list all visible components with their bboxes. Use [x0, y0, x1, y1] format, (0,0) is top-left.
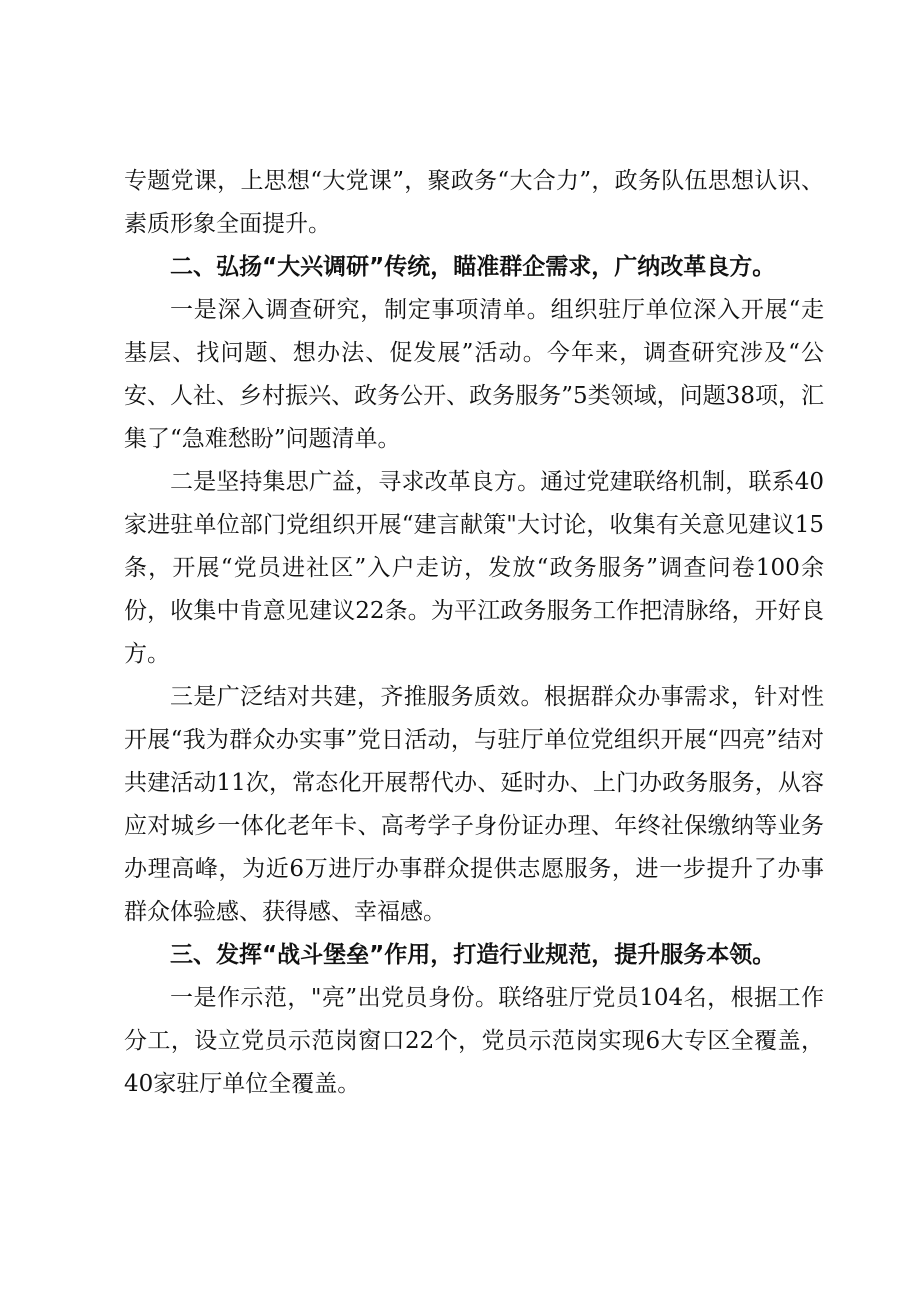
document-body [124, 160, 824, 1106]
paragraph-research: 一是深入调查研究，制定事项清单。组织驻厅单位深入开展“走基层、找问题、想办法、促发展”活动。今年来，调查研究涉及“公安、人社、乡村振兴、政务公开、政务服务”5类领域，问题38项，汇集了“急难愁盼”问题清单。 [124, 297, 824, 452]
paragraph-demonstration: 一是作示范，"亮”出党员身份。联络驻厅党员104名，根据工作分工，设立党员示范岗窗口22个，党员示范岗实现6大专区全覆盖，40家驻厅单位全覆盖。 [124, 985, 824, 1097]
paragraph-ideas: 二是坚持集思广益，寻求改革良方。通过党建联络机制，联系40家进驻单位部门党组织开展“建言献策"大讨论，收集有关意见建议15条，开展“党员进社区”入户走访，发放“政务服务”调查问卷100余份，收集中肯意见建议22条。为平江政务服务工作把清脉络，开好良方。 [124, 469, 824, 667]
section-heading-2: 二、弘扬“大兴调研”传统，瞄准群企需求，广纳改革良方。 [170, 254, 776, 280]
paragraph-continued: 专题党课，上思想“大党课”，聚政务“大合力”，政务队伍思想认识、素质形象全面提升。 [124, 168, 824, 237]
paragraph-partnership: 三是广泛结对共建，齐推服务质效。根据群众办事需求，针对性开展“我为群众办实事”党日活动，与驻厅单位党组织开展“四亮”结对共建活动11次，常态化开展帮代办、延时办、上门办政务服务，从容应对城乡一体化老年卡、高考学子身份证办理、年终社保缴纳等业务办理高峰，为近6万进厅办事群众提供志愿服务，进一步提升了办事群众体验感、获得感、幸福感。 [124, 684, 824, 925]
section-heading-3: 三、发挥“战斗堡垒”作用，打造行业规范，提升服务本领。 [170, 942, 776, 968]
